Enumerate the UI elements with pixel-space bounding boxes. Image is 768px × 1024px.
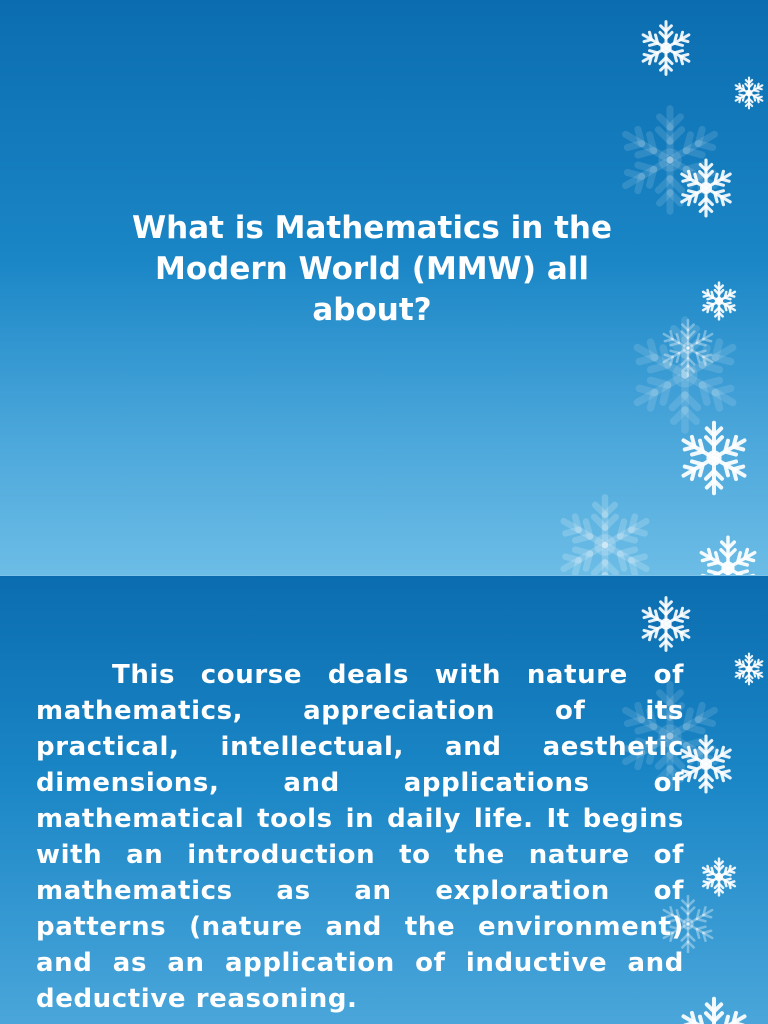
slide-content [0,576,768,1024]
snowflake-icon [686,526,768,576]
snowflake-icon [728,72,768,114]
snowflake-icon [666,410,762,506]
snowflake-icon [540,480,670,576]
snowflake-icon [694,276,744,326]
snowflake-icon [630,588,702,660]
snowflake-icon [728,648,768,690]
slide-body-text: This course deals with nature of mathematics, appreciation of its practical, intellectual, and aesthetic dimensions, and applications of mathematical tools in daily life. It begins with an introduction to the nature of mathematics as an exploration of patterns (nature and the environment) and as an application of inductive and deductive reasoning. [36,660,684,1014]
slide-divider [0,575,768,576]
snowflake-icon [630,12,702,84]
slide-title-text: What is Mathematics in the Modern World (MMW) all about? [131,210,613,328]
snowflake-icon [668,150,744,226]
